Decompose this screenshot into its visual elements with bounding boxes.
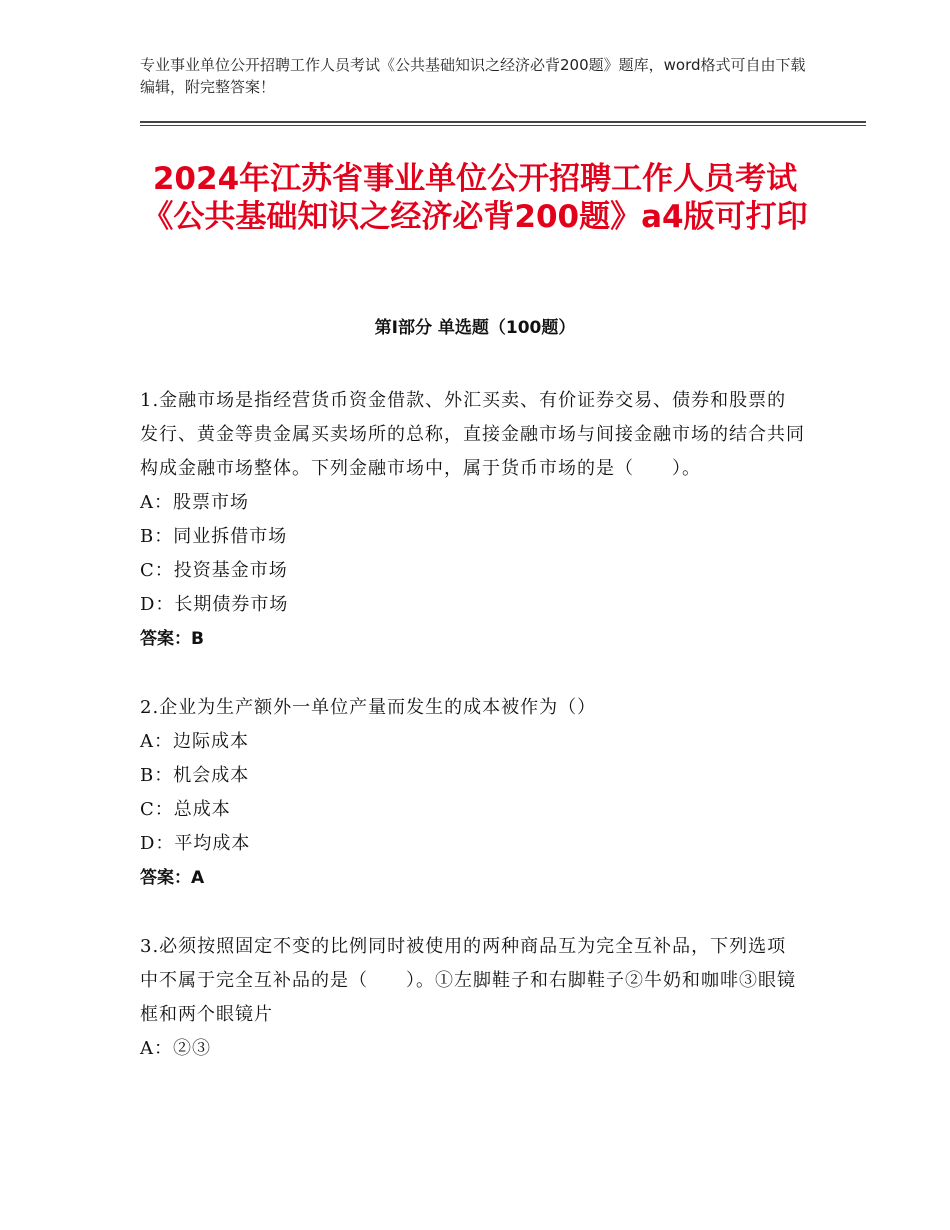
answer-label: 答案：A [140,868,205,888]
question-2 [140,691,805,895]
document-title: 2024年江苏省事业单位公开招聘工作人员考试《公共基础知识之经济必背200题》a4版可打印 [142,161,808,235]
header-note: 专业事业单位公开招聘工作人员考试《公共基础知识之经济必背200题》题库，word格式可自由下载编辑，附完整答案！ [140,56,806,96]
option-a: A：边际成本 [140,731,249,752]
answer-label: 答案：B [140,629,204,649]
question-list [140,384,805,1101]
option-b: B：机会成本 [140,765,250,786]
question-1 [140,384,805,656]
option-c: C：投资基金市场 [140,560,288,581]
option-c: C：总成本 [140,799,231,820]
option-a: A：股票市场 [140,492,249,513]
header-divider-thick [140,121,866,123]
option-d: D：平均成本 [140,833,251,854]
section-title: 第I部分 单选题（100题） [374,318,576,338]
question-stem: 2.企业为生产额外一单位产量而发生的成本被作为（） [140,697,597,718]
question-stem: 1.金融市场是指经营货币资金借款、外汇买卖、有价证券交易、债券和股票的发行、黄金等贵金属买卖场所的总称，直接金融市场与间接金融市场的结合共同构成金融市场整体。下列金融市场中，属于货币市场的是（ ）。 [140,390,805,479]
question-stem: 3.必须按照固定不变的比例同时被使用的两种商品互为完全互补品，下列选项中不属于完全互补品的是（ ）。①左脚鞋子和右脚鞋子②牛奶和咖啡③眼镜框和两个眼镜片 [140,936,796,1025]
option-d: D：长期债券市场 [140,594,289,615]
question-3 [140,930,805,1066]
option-b: B：同业拆借市场 [140,526,288,547]
option-a: A：②③ [140,1038,211,1059]
header-divider-thin [140,125,866,126]
